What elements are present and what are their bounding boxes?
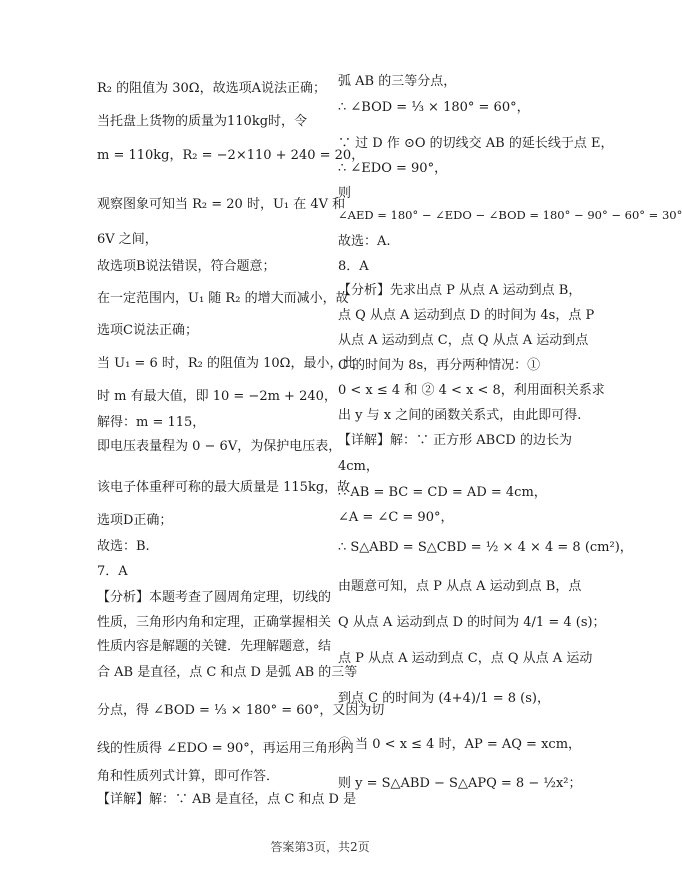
right-line: ∠AED = 180° − ∠EDO − ∠BOD = 180° − 90° − 60° = 30° (338, 208, 682, 222)
left-line: 选项D正确； (97, 513, 173, 528)
right-line: 则 y = S△ABD − S△APQ = 8 − ½x²； (338, 776, 582, 791)
left-line: 当 U₁ = 6 时，R₂ 的阻值为 10Ω，最小，此 (97, 356, 356, 371)
right-line: ∴ S△ABD = S△CBD = ½ × 4 × 4 = 8 (cm²)， (338, 540, 633, 555)
left-line: 在一定范围内，U₁ 随 R₂ 的增大而减小，故 (97, 291, 349, 306)
left-line: 该电子体重秤可称的最大质量是 115kg，故 (97, 480, 351, 495)
right-line: 则 (338, 186, 352, 201)
left-line: 解得：m = 115， (97, 415, 206, 430)
right-line: 由题意可知，点 P 从点 A 运动到点 B，点 (338, 579, 582, 594)
right-line: 【详解】解：∵ 正方形 ABCD 的边长为 (338, 433, 572, 448)
left-line: 合 AB 是直径，点 C 和点 D 是弧 AB 的三等 (97, 665, 358, 680)
left-line: 线的性质得 ∠EDO = 90°，再运用三角形内 (97, 741, 354, 756)
left-line: 分点，得 ∠BOD = ⅓ × 180° = 60°，又因为切 (97, 703, 385, 718)
right-line: 点 Q 从点 A 运动到点 D 的时间为 4s，点 P (338, 308, 595, 323)
right-line: 点 P 从点 A 运动到点 C，点 Q 从点 A 运动 (338, 651, 593, 666)
right-line: 到点 C 的时间为 (4+4)/1 = 8 (s)， (338, 691, 550, 706)
left-line: 故选项B说法错误，符合题意； (97, 259, 276, 274)
right-line: 0 < x ≤ 4 和 ② 4 < x < 8，利用面积关系求 (338, 383, 605, 398)
left-line: R₂ 的阻值为 30Ω，故选项A说法正确； (97, 81, 326, 96)
left-line: 7．A (97, 564, 128, 579)
right-line: 从点 A 运动到点 C，点 Q 从点 A 运动到点 (338, 333, 589, 348)
left-line: 即电压表量程为 0 − 6V，为保护电压表， (97, 439, 342, 454)
right-line: ∴ ∠BOD = ⅓ × 180° = 60°， (338, 100, 530, 115)
left-line: 当托盘上货物的质量为110kg时，令 (97, 114, 308, 129)
right-line: ∴ ∠EDO = 90°， (338, 161, 448, 176)
right-line: 4cm， (338, 459, 379, 474)
left-line: 角和性质列式计算，即可作答． (97, 769, 280, 784)
right-line: 8．A (338, 259, 369, 274)
right-line: 出 y 与 x 之间的函数关系式，由此即可得. (338, 408, 582, 423)
left-line: 选项C说法正确； (97, 323, 198, 338)
left-line: 性质，三角形内角和定理，正确掌握相关 (97, 615, 332, 630)
left-line: 故选：B. (97, 539, 150, 554)
right-line: ∴ AB = BC = CD = AD = 4cm， (338, 485, 547, 500)
right-line: C 的时间为 8s，再分两种情况：① (338, 358, 541, 373)
right-line: ① 当 0 < x ≤ 4 时，AP = AQ = xcm， (338, 737, 582, 752)
right-line: 【分析】先求出点 P 从点 A 运动到点 B， (338, 283, 582, 298)
left-line: 时 m 有最大值，即 10 = −2m + 240， (97, 389, 337, 404)
left-line: 观察图象可知当 R₂ = 20 时，U₁ 在 4V 和 (97, 197, 346, 212)
left-line: 性质内容是解题的关键．先理解题意，结 (97, 639, 332, 654)
left-line: m = 110kg，R₂ = −2×110 + 240 = 20， (97, 148, 365, 163)
left-line: 6V 之间， (97, 232, 158, 247)
left-line: 【分析】本题考查了圆周角定理，切线的 (97, 590, 332, 605)
right-line: Q 从点 A 运动到点 D 的时间为 4/1 = 4 (s)； (338, 615, 606, 630)
right-line: 故选：A. (338, 234, 391, 249)
right-line: ∠A = ∠C = 90°， (338, 510, 454, 525)
right-line: ∵ 过 D 作 ⊙O 的切线交 AB 的延长线于点 E， (338, 136, 614, 151)
right-line: 弧 AB 的三等分点， (338, 74, 457, 89)
left-line: 【详解】解：∵ AB 是直径，点 C 和点 D 是 (97, 792, 357, 807)
page-footer: 答案第3页，共2页 (270, 840, 370, 854)
